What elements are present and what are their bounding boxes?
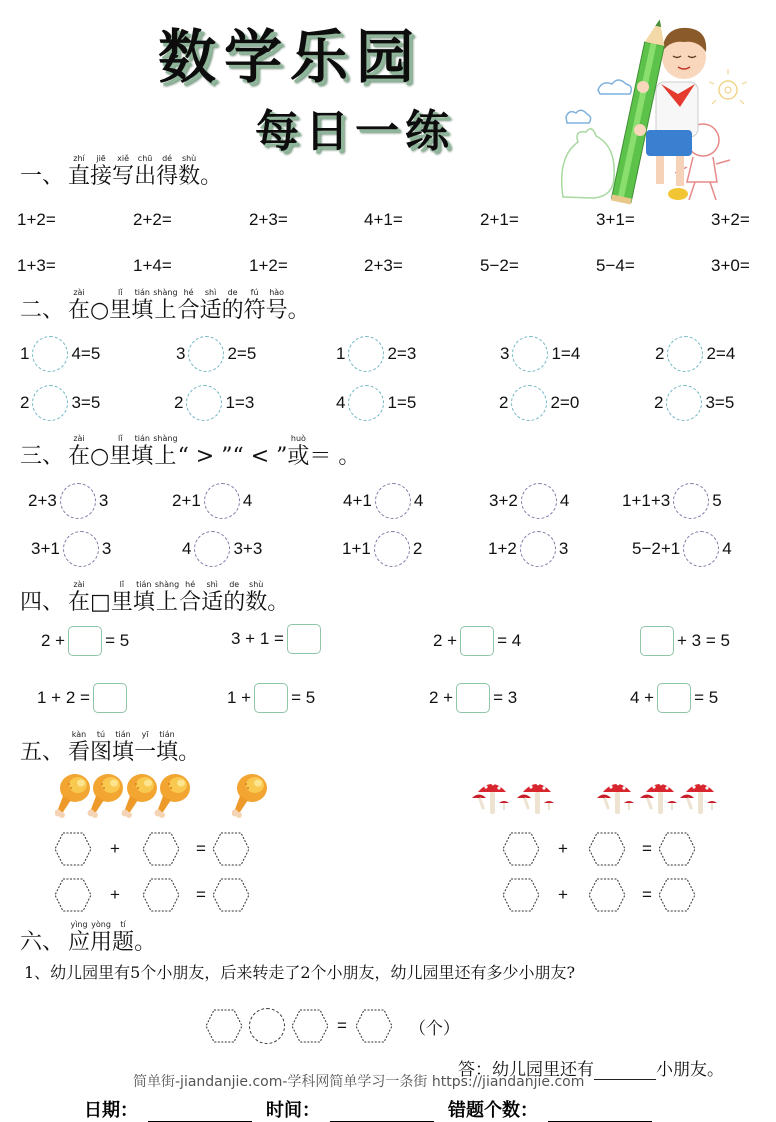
answer-line: 答：幼儿园里还有 小朋友。	[458, 1060, 724, 1080]
answer-circle[interactable]	[667, 336, 703, 372]
section-number: 六、	[20, 930, 65, 955]
symbol-problem: 2 2=4	[655, 336, 735, 372]
symbol-problem: 2 3=5	[654, 385, 734, 421]
answer-circle[interactable]	[32, 336, 68, 372]
answer-box[interactable]	[68, 626, 102, 656]
problem[interactable]: 1+3=	[17, 256, 56, 275]
time-label: 时间：	[266, 1100, 320, 1121]
answer-circle[interactable]	[512, 336, 548, 372]
word-problem-equation: = （个）	[205, 1008, 460, 1044]
picture-equation-left-2: + =	[54, 878, 250, 912]
page-title: 数学乐园	[158, 23, 423, 91]
hexagon-answer-box[interactable]	[212, 832, 250, 866]
problem[interactable]: 2+3=	[364, 256, 403, 275]
answer-circle[interactable]	[194, 531, 230, 567]
problem[interactable]: 3+2=	[711, 210, 750, 229]
hexagon-answer-box[interactable]	[355, 1009, 393, 1043]
answer-box[interactable]	[456, 683, 490, 713]
problem[interactable]: 1+2=	[249, 256, 288, 275]
problem[interactable]: 1+4=	[133, 256, 172, 275]
compare-problem: 1+1 2	[342, 531, 422, 567]
answer-circle[interactable]	[63, 531, 99, 567]
problem[interactable]: 2+1=	[480, 210, 519, 229]
compare-problem: 4 3+3	[182, 531, 262, 567]
answer-box[interactable]	[460, 626, 494, 656]
symbol-problem: 3 1=4	[500, 336, 580, 372]
problem[interactable]: 4+1=	[364, 210, 403, 229]
answer-circle[interactable]	[60, 483, 96, 519]
fill-number-problem: 2 + = 3	[429, 683, 517, 713]
fill-number-problem: 2 + = 4	[433, 626, 521, 656]
problem[interactable]: 2+2=	[133, 210, 172, 229]
symbol-problem: 3 2=5	[176, 336, 256, 372]
problem[interactable]: 3+0=	[711, 256, 750, 275]
section-5-heading: 五、 kàn 看 tú 图 tián 填 yī 一 tián 填 。	[20, 730, 201, 765]
answer-circle[interactable]	[348, 385, 384, 421]
hexagon-answer-box[interactable]	[54, 878, 92, 912]
mushroom-group-a	[472, 778, 567, 822]
problem[interactable]: 5−4=	[596, 256, 635, 275]
picture-equation-right-1: + =	[502, 832, 696, 866]
section-2-heading: 二、 zài 在 ○ lǐ 里 tián 填 shàng 上 hé 合 shì 适 de 的 fú 符 hào 号 。	[20, 288, 310, 323]
answer-circle[interactable]	[375, 483, 411, 519]
hexagon-answer-box[interactable]	[291, 1009, 329, 1043]
answer-circle[interactable]	[188, 336, 224, 372]
fill-number-problem: 1 + = 5	[227, 683, 315, 713]
hexagon-answer-box[interactable]	[658, 878, 696, 912]
section-number: 二、	[20, 298, 65, 323]
answer-circle[interactable]	[673, 483, 709, 519]
answer-circle[interactable]	[521, 483, 557, 519]
problem[interactable]: 5−2=	[480, 256, 519, 275]
hexagon-answer-box[interactable]	[502, 878, 540, 912]
symbol-problem: 2 1=3	[174, 385, 254, 421]
section-number: 四、	[20, 590, 65, 615]
problem[interactable]: 2+3=	[249, 210, 288, 229]
hexagon-answer-box[interactable]	[142, 832, 180, 866]
hexagon-answer-box[interactable]	[588, 878, 626, 912]
section-number: 一、	[20, 164, 65, 189]
compare-problem: 3+1 3	[31, 531, 111, 567]
drumstick-group-a	[55, 772, 195, 824]
footer	[84, 1096, 666, 1122]
fill-number-problem: 2 + = 5	[41, 626, 129, 656]
boy-with-pencil-illustration	[558, 12, 748, 207]
fill-number-problem: 3 + 1 =	[231, 624, 324, 654]
operator-circle[interactable]	[249, 1008, 285, 1044]
answer-box[interactable]	[657, 683, 691, 713]
drumstick-group-b	[232, 772, 272, 824]
compare-problem: 2+1 4	[172, 483, 252, 519]
symbol-problem: 1 2=3	[336, 336, 416, 372]
date-label: 日期：	[84, 1100, 138, 1121]
answer-circle[interactable]	[511, 385, 547, 421]
unit-label: （个）	[408, 1018, 460, 1039]
answer-box[interactable]	[640, 626, 674, 656]
answer-circle[interactable]	[32, 385, 68, 421]
hexagon-answer-box[interactable]	[658, 832, 696, 866]
compare-problem: 2+3 3	[28, 483, 108, 519]
section-number: 三、	[20, 444, 65, 469]
errors-blank[interactable]	[548, 1102, 652, 1122]
compare-problem: 1+1+3 5	[622, 483, 722, 519]
answer-circle[interactable]	[186, 385, 222, 421]
section-1-heading: 一、 zhí 直 jiē 接 xiě 写 chū 出 dé 得 shù 数 。	[20, 154, 223, 189]
hexagon-answer-box[interactable]	[205, 1009, 243, 1043]
time-blank[interactable]	[330, 1102, 434, 1122]
fill-number-problem: + 3 = 5	[637, 626, 730, 656]
symbol-problem: 4 1=5	[336, 385, 416, 421]
section-3-heading: 三、 zài 在 ○ lǐ 里 tián 填 shàng 上 “ > ”“ < ” huò 或 ＝ 。	[20, 434, 361, 469]
answer-circle[interactable]	[520, 531, 556, 567]
hexagon-answer-box[interactable]	[588, 832, 626, 866]
answer-circle[interactable]	[204, 483, 240, 519]
watermark: 简单街-jiandanjie.com-学科网简单学习一条街 https://jiandanjie.com	[133, 1074, 585, 1090]
answer-blank[interactable]	[594, 1060, 656, 1080]
symbol-problem: 2 3=5	[20, 385, 100, 421]
section-6-heading: 六、 yìng 应 yòng 用 tí 题 。	[20, 920, 157, 955]
hexagon-answer-box[interactable]	[212, 878, 250, 912]
hexagon-answer-box[interactable]	[502, 832, 540, 866]
errors-label: 错题个数：	[448, 1100, 538, 1121]
section-4-heading: 四、 zài 在 □ lǐ 里 tián 填 shàng 上 hé 合 shì 适 de 的 shù 数 。	[20, 580, 290, 615]
hexagon-answer-box[interactable]	[54, 832, 92, 866]
word-problem-question: 1、幼儿园里有5个小朋友，后来转走了2个小朋友，幼儿园里还有多少小朋友?	[24, 963, 576, 982]
answer-circle[interactable]	[683, 531, 719, 567]
answer-circle[interactable]	[666, 385, 702, 421]
picture-equation-right-2: + =	[502, 878, 696, 912]
compare-problem: 1+2 3	[488, 531, 568, 567]
symbol-problem: 2 2=0	[499, 385, 579, 421]
answer-box[interactable]	[287, 624, 321, 654]
compare-problem: 5−2+1 4	[632, 531, 732, 567]
page-subtitle: 每日一练	[255, 106, 455, 157]
date-blank[interactable]	[148, 1102, 252, 1122]
answer-circle[interactable]	[374, 531, 410, 567]
mushroom-group-b	[597, 778, 727, 822]
problem[interactable]: 1+2=	[17, 210, 56, 229]
picture-equation-left-1: + =	[54, 832, 250, 866]
compare-problem: 3+2 4	[489, 483, 569, 519]
fill-number-problem: 4 + = 5	[630, 683, 718, 713]
fill-number-problem: 1 + 2 =	[37, 683, 130, 713]
symbol-problem: 1 4=5	[20, 336, 100, 372]
problem[interactable]: 3+1=	[596, 210, 635, 229]
answer-box[interactable]	[93, 683, 127, 713]
hexagon-answer-box[interactable]	[142, 878, 180, 912]
answer-circle[interactable]	[348, 336, 384, 372]
compare-problem: 4+1 4	[343, 483, 423, 519]
section-number: 五、	[20, 740, 65, 765]
answer-box[interactable]	[254, 683, 288, 713]
